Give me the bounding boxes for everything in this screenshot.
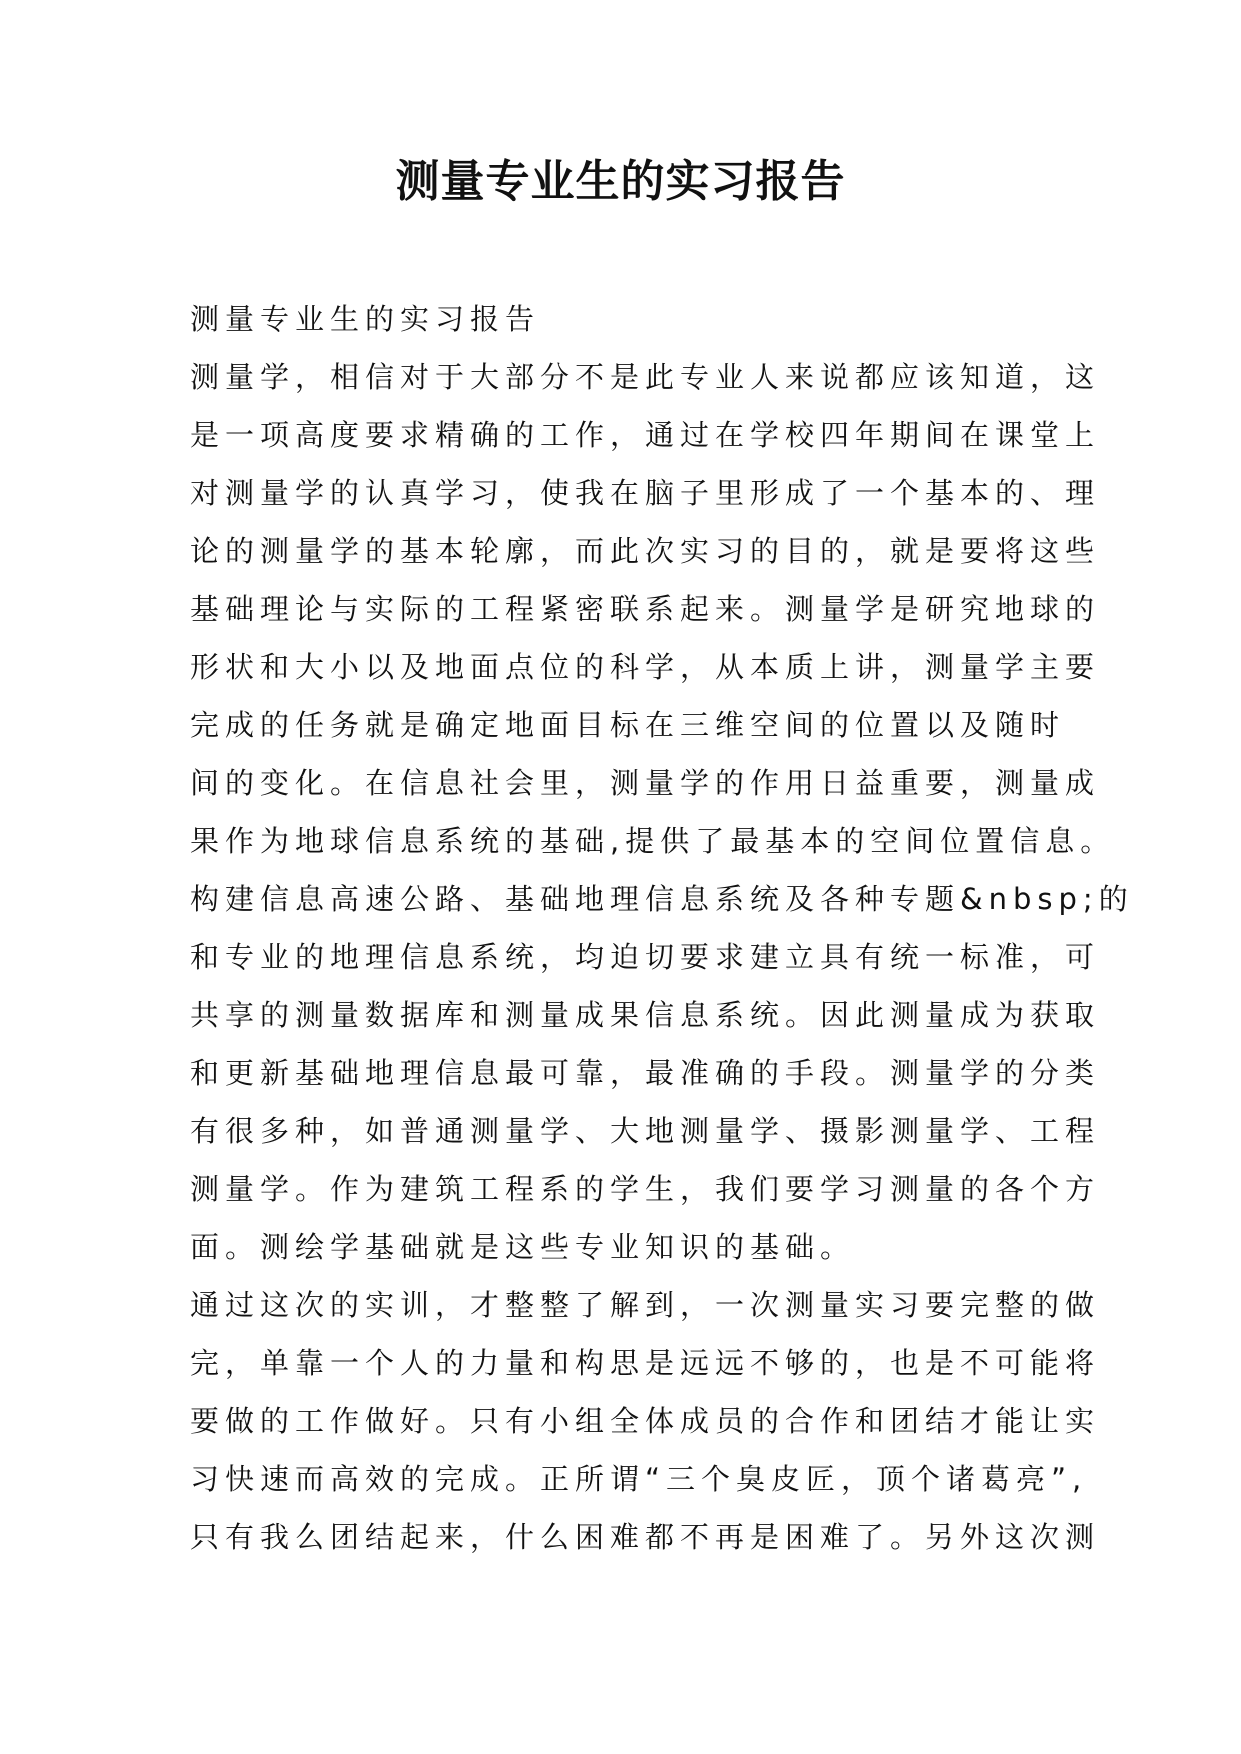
- body-line: 有很多种，如普通测量学、大地测量学、摄影测量学、工程: [190, 1114, 1101, 1148]
- document-title: 测量专业生的实习报告: [395, 156, 846, 207]
- body-line: 测量专业生的实习报告: [190, 302, 541, 336]
- body-line: 只有我么团结起来，什么困难都不再是困难了。另外这次测: [190, 1520, 1101, 1554]
- document-body: [190, 290, 1134, 1566]
- body-line: 果作为地球信息系统的基础,提供了最基本的空间位置信息。: [190, 824, 1116, 858]
- body-line: 完成的任务就是确定地面目标在三维空间的位置以及随时: [190, 708, 1066, 742]
- body-line: 要做的工作做好。只有小组全体成员的合作和团结才能让实: [190, 1404, 1101, 1438]
- body-line: 测量学。作为建筑工程系的学生，我们要学习测量的各个方: [190, 1172, 1101, 1206]
- body-line: 共享的测量数据库和测量成果信息系统。因此测量成为获取: [190, 998, 1101, 1032]
- body-line: 测量学，相信对于大部分不是此专业人来说都应该知道，这: [190, 360, 1101, 394]
- body-line: 通过这次的实训，才整整了解到，一次测量实习要完整的做: [190, 1288, 1101, 1322]
- body-line: 面。测绘学基础就是这些专业知识的基础。: [190, 1230, 856, 1264]
- body-line: 是一项高度要求精确的工作，通过在学校四年期间在课堂上: [190, 418, 1101, 452]
- body-line: 和更新基础地理信息最可靠，最准确的手段。测量学的分类: [190, 1056, 1101, 1090]
- body-line: 基础理论与实际的工程紧密联系起来。测量学是研究地球的: [190, 592, 1101, 626]
- body-line: 完，单靠一个人的力量和构思是远远不够的，也是不可能将: [190, 1346, 1101, 1380]
- body-line: 习快速而高效的完成。正所谓“三个臭皮匠，顶个诸葛亮”,: [190, 1462, 1088, 1496]
- body-line: 间的变化。在信息社会里，测量学的作用日益重要，测量成: [190, 766, 1101, 800]
- body-line: 论的测量学的基本轮廓，而此次实习的目的，就是要将这些: [190, 534, 1101, 568]
- body-line: 和专业的地理信息系统，均迫切要求建立具有统一标准，可: [190, 940, 1101, 974]
- body-line: 对测量学的认真学习，使我在脑子里形成了一个基本的、理: [190, 476, 1101, 510]
- body-line: 形状和大小以及地面点位的科学，从本质上讲，测量学主要: [190, 650, 1101, 684]
- body-line: 构建信息高速公路、基础地理信息系统及各种专题&nbsp;的: [190, 882, 1134, 916]
